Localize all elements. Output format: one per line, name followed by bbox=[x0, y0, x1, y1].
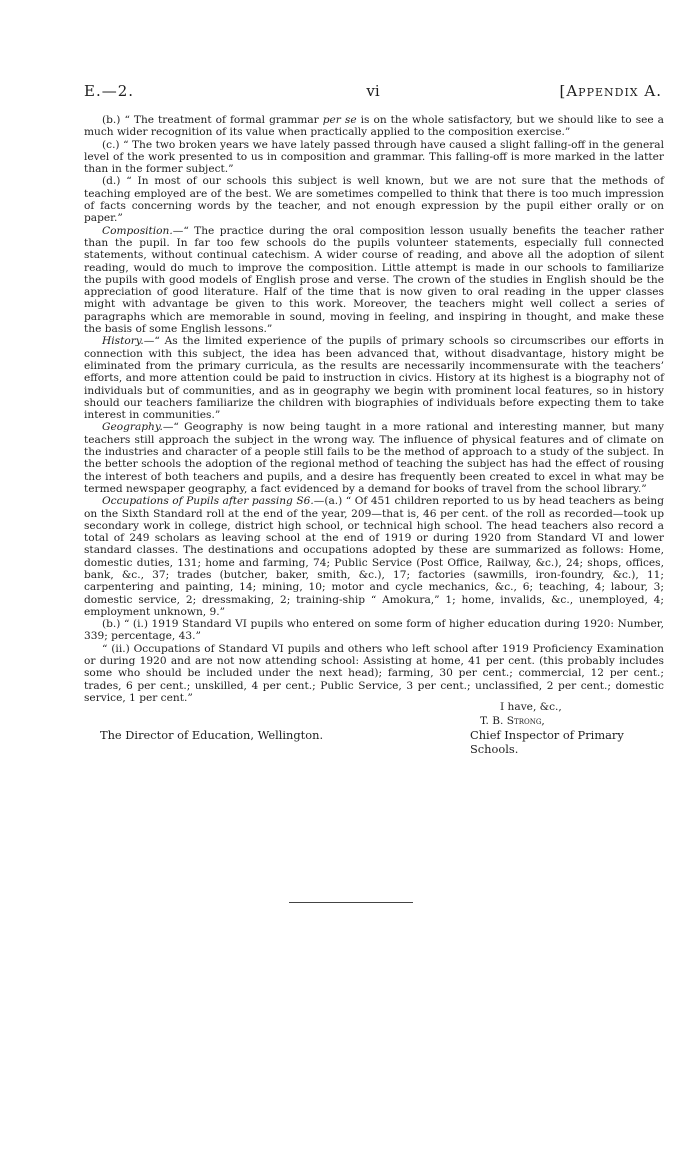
section-heading-history: History. bbox=[102, 335, 144, 348]
paragraph-geography bbox=[84, 421, 664, 495]
paragraph-formal-grammar bbox=[84, 114, 664, 139]
paragraph-text: (b.) “ (i.) 1919 Standard VI pupils who entered on some form of higher education during 1920: Number, 339; percentage, 43.” bbox=[84, 618, 664, 643]
paragraph-history bbox=[84, 335, 664, 421]
addressee: The Director of Education, Wellington. bbox=[100, 728, 324, 742]
section-heading-composition: Composition. bbox=[102, 224, 173, 237]
signature-name: T. B. Strong, bbox=[480, 715, 545, 727]
paragraph-label: (c.) bbox=[102, 138, 120, 151]
paragraph-text: “ The two broken years we have lately passed through have caused a slight falling-off in the general level of the work presented to us in composition and grammar. This falling-off is more marked in the latter than in the former subject.” bbox=[84, 138, 664, 176]
page-number: vi bbox=[366, 82, 380, 100]
paragraph-text: “ The treatment of formal grammar bbox=[120, 114, 323, 126]
paragraph-text: —“ Geography is now being taught in a more rational and interesting manner, but many teachers still approach the subject in the wrong way. The influence of physical features and of climate on the industries and character of a people still fails to be the method of approach to a study of the subject. In the better schools the adoption of the regional method of teaching the subject has had the effect of rousing the interest of both teachers and pupils, and a desire has frequently been created to excel in what may be termed newspaper geography, a fact evidenced by a demand for books of travel from the school library.” bbox=[84, 421, 664, 495]
paragraph-label: (b.) bbox=[102, 114, 121, 126]
signature-block bbox=[84, 700, 664, 756]
header-reference: E.—2. bbox=[84, 82, 135, 100]
paragraph-proficiency-occupations bbox=[84, 643, 664, 704]
header-appendix: [Appendix A. bbox=[559, 82, 662, 100]
paragraph-text: is on the whole satisfactory, but we should like to see a much wider recognition of its value when practically applied to the composition exercise.” bbox=[84, 114, 664, 139]
paragraph-higher-education bbox=[84, 618, 664, 643]
section-heading-geography: Geography. bbox=[102, 421, 163, 434]
paragraph-text: —“ As the limited experience of the pupils of primary schools so circumscribes our efforts in connection with this subject, the idea has been advanced that, without disadvantage, history might be eliminated from the primary curricula, as the results are necessarily incommensurate with the teachers’ efforts, and more attention could be paid to instruction in civics. History at its highest is a biography not of individuals but of communities, and as in geography we begin with prominent local features, so in history should our teachers familiarize the children with biographies of individuals before expecting them to take interest in communities.” bbox=[84, 335, 664, 422]
paragraph-label: (d.) bbox=[102, 175, 121, 188]
italic-term: per se bbox=[322, 114, 357, 126]
page-header bbox=[84, 82, 662, 106]
paragraph-text: —“ The practice during the oral composition lesson usually benefits the teacher rather than the pupil. In far too few schools do the pupils volunteer statements, especially full connected statements, without continual catechism. A wider course of reading, and above all the adoption of silent reading, would do much to improve the composition. Little attempt is made in our schools to familiarize the pupils with good models of English prose and verse. The crown of the studies in English should be the appreciation of good literature. Half of the time that is now given to oral reading in the upper classes might with advantage be given to this work. Moreover, the teachers might well collect a series of paragraphs which are memorable in sound, moving in feeling, and inspiring in thought, and make these the basis of some English lessons.” bbox=[84, 224, 664, 336]
signature-closing: I have, &c., bbox=[500, 701, 562, 713]
paragraph-text: —(a.) “ Of 451 children reported to us by head teachers as being on the Sixth Standard roll at the end of the year, 209—that is, 46 per cent. of the roll as recorded—took up secondary work in college, district high school, or technical high school. The head teachers also record a total of 249 scholars as leaving school at the end of 1919 or during 1920 from Standard VI and lower standard classes. The destinations and occupations adopted by these are summarized as follows: Home, domestic duties, 131; home and farming, 74; Public Service (Post Office, Railway, &c.), 24; shops, offices, bank, &c., 37; trades (butcher, baker, smith, &c.), 17; factories (sawmills, iron-foundry, &c.), 11; carpentering and painting, 14; mining, 10; motor and cycle mechanics, &c., 6; teaching, 4; labour, 3; domestic service, 2; dressmaking, 2; training-ship “ Amokura,” 1; home, invalids, &c., unemployed, 4; employment unknown, 9.” bbox=[84, 495, 664, 618]
end-rule-divider bbox=[289, 902, 413, 903]
paragraph-occupations bbox=[84, 495, 664, 618]
document-body bbox=[84, 114, 664, 704]
paragraph-text: “ In most of our schools this subject is well known, but we are not sure that the methods of teaching employed are of the best. We are sometimes compelled to think that there is too much impression of facts concerning words by the teacher, and not enough expression by the pupil either orally or on paper.” bbox=[84, 175, 664, 225]
paragraph-text: “ (ii.) Occupations of Standard VI pupils and others who left school after 1919 Proficiency Examination or during 1920 and are not now attending school: Assisting at home, 41 per cent. (this probably includes some who should be included under the next head); farming, 30 per cent.; commercial, 12 per cent.; trades, 6 per cent.; unskilled, 4 per cent.; Public Service, 3 per cent.; unclassified, 2 per cent.; domestic service, 1 per cent.” bbox=[84, 642, 664, 704]
paragraph-methods bbox=[84, 175, 664, 224]
paragraph-broken-years bbox=[84, 139, 664, 176]
signatory-title: Chief Inspector of Primary Schools. bbox=[470, 728, 624, 756]
paragraph-composition bbox=[84, 225, 664, 336]
section-heading-occupations: Occupations of Pupils after passing S6. bbox=[102, 495, 314, 508]
